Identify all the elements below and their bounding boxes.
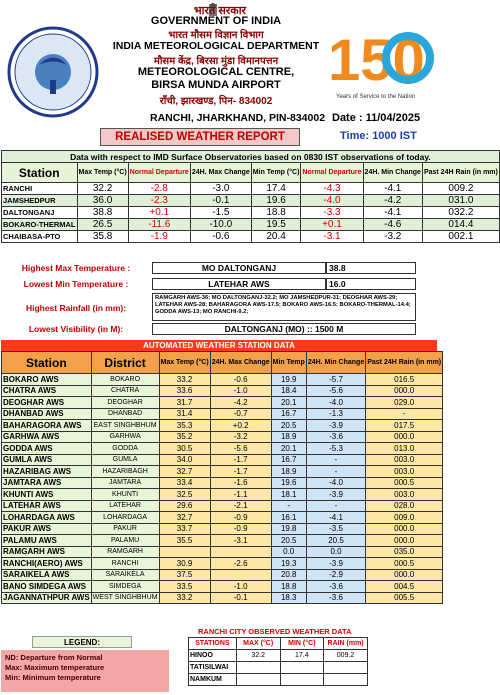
aws-min-change: -3.6: [306, 581, 365, 593]
lowest-vis-row: [0, 323, 436, 335]
aws-station-name: PALAMU AWS: [2, 535, 92, 547]
aws-district: EAST SINGHBHUM: [91, 420, 159, 432]
min-normal-departure: -4.3: [301, 183, 363, 195]
highest-rain-row: [0, 293, 436, 321]
aws-max-temp: 34.0: [159, 454, 210, 466]
max-change: -0.1: [190, 195, 251, 207]
rc-min: [280, 674, 324, 686]
aws-header-row: [2, 352, 443, 374]
rain: 031.0: [422, 195, 499, 207]
ranchi-city-row: [189, 650, 368, 662]
aws-station-name: SARAIKELA AWS: [2, 569, 92, 581]
lowest-min-value: 16.0: [326, 278, 416, 290]
aws-max-change: -1.1: [210, 489, 271, 501]
ranchi-city-title: RANCHI CITY OBSERVED WEATHER DATA: [198, 627, 352, 636]
max-change: -0.6: [190, 231, 251, 243]
aws-station-name: BAHARAGORA AWS: [2, 420, 92, 432]
aws-col-station: Station: [2, 352, 92, 374]
aws-max-temp: 32.7: [159, 512, 210, 524]
aws-min-temp: 18.8: [271, 581, 306, 593]
min-temp: 19.6: [251, 195, 301, 207]
aws-min-change: -3.6: [306, 431, 365, 443]
report-header: [0, 0, 438, 120]
aws-district: SIMDEGA: [91, 581, 159, 593]
aws-max-change: -2.1: [210, 500, 271, 512]
rc-col-max: MAX (°C): [236, 638, 280, 650]
aws-district: BOKARO: [91, 374, 159, 386]
ranchi-city-row: [189, 662, 368, 674]
aws-min-change: -: [306, 454, 365, 466]
max-temp: 26.5: [77, 219, 128, 231]
col-rain: Past 24H Rain (in mm): [422, 163, 499, 183]
aws-station-name: DEOGHAR AWS: [2, 397, 92, 409]
aws-min-change: -3.6: [306, 592, 365, 604]
aws-district: JAMTARA: [91, 477, 159, 489]
aws-col-min-temp: Min Temp: [271, 352, 306, 374]
aws-district: GUMLA: [91, 454, 159, 466]
aws-max-change: -3.2: [210, 431, 271, 443]
aws-station-name: KHUNTI AWS: [2, 489, 92, 501]
lowest-vis-value: DALTONGANJ (MO) :: 1500 M: [152, 323, 416, 335]
aws-max-temp: 31.7: [159, 397, 210, 409]
col-max-change: 24H. Max Change: [190, 163, 251, 183]
rc-col-min: MIN (°C): [280, 638, 324, 650]
aws-rain: 029.0: [366, 397, 443, 409]
surface-row: [2, 183, 500, 195]
aws-max-temp: 29.6: [159, 500, 210, 512]
aws-rain: 017.5: [366, 420, 443, 432]
aws-max-temp: 33.4: [159, 477, 210, 489]
aws-station-name: GUMLA AWS: [2, 454, 92, 466]
rc-station: TATISILWAI: [189, 662, 237, 674]
min-change: -4.1: [363, 183, 422, 195]
aws-row: [2, 454, 443, 466]
max-temp: 35.8: [77, 231, 128, 243]
aws-min-temp: 18.4: [271, 385, 306, 397]
aws-rain: 000.0: [366, 569, 443, 581]
station-name: RANCHI: [2, 183, 78, 195]
aws-min-temp: 16.7: [271, 408, 306, 420]
aws-min-change: 20.5: [306, 535, 365, 547]
aws-row: [2, 420, 443, 432]
aws-district: DHANBAD: [91, 408, 159, 420]
aws-min-change: -: [306, 466, 365, 478]
aws-row: [2, 569, 443, 581]
aws-rain: 000.5: [366, 558, 443, 570]
hindi-centre-title: मौसम केंद्र, बिरसा मुंडा विमानपत्तन: [153, 56, 279, 67]
rc-min: [280, 662, 324, 674]
aws-min-temp: 20.5: [271, 535, 306, 547]
aws-col-min-change: 24H. Min Change: [306, 352, 365, 374]
max-change: -3.0: [190, 183, 251, 195]
aws-min-temp: 19.6: [271, 477, 306, 489]
aws-district: WEST SINGHBHUM: [91, 592, 159, 604]
aws-district: PAKUR: [91, 523, 159, 535]
col-station: Station: [2, 163, 78, 183]
aws-max-temp: [159, 546, 210, 558]
min-temp: 20.4: [251, 231, 301, 243]
govt-title: GOVERNMENT OF INDIA: [150, 15, 282, 27]
aws-col-max-change: 24H. Max Change: [210, 352, 271, 374]
legend-title: LEGEND:: [32, 636, 132, 648]
hindi-imd-title: भारत मौसम विज्ञान विभाग: [168, 30, 264, 41]
aws-station-name: JAMTARA AWS: [2, 477, 92, 489]
min-normal-departure: -3.3: [301, 207, 363, 219]
aws-min-temp: 18.1: [271, 489, 306, 501]
aws-station-name: CHATRA AWS: [2, 385, 92, 397]
aws-title: AUTOMATED WEATHER STATION DATA: [1, 340, 437, 351]
rc-max: 32.2: [236, 650, 280, 662]
station-name: JAMSHEDPUR: [2, 195, 78, 207]
aws-station-name: RANCHI(AERO) AWS: [2, 558, 92, 570]
aws-max-change: -1.6: [210, 477, 271, 489]
aws-station-name: DHANBAD AWS: [2, 408, 92, 420]
station-name: DALTONGANJ: [2, 207, 78, 219]
aws-rain: 028.0: [366, 500, 443, 512]
aws-max-temp: 35.2: [159, 431, 210, 443]
aws-min-temp: 20.5: [271, 420, 306, 432]
normal-departure: -11.6: [128, 219, 190, 231]
col-normal-departure: Normal Departure: [128, 163, 190, 183]
min-change: -3.2: [363, 231, 422, 243]
aws-min-change: -3.9: [306, 489, 365, 501]
rain: 009.2: [422, 183, 499, 195]
aws-max-temp: 30.9: [159, 558, 210, 570]
normal-departure: +0.1: [128, 207, 190, 219]
aws-district: HAZARIBAGH: [91, 466, 159, 478]
aws-max-temp: 32.7: [159, 466, 210, 478]
aws-min-change: -3.9: [306, 558, 365, 570]
aws-min-change: -5.3: [306, 443, 365, 455]
ranchi-city-row: [189, 674, 368, 686]
aws-min-change: -5.7: [306, 374, 365, 386]
legend-line: Min: Minimum temperature: [5, 673, 101, 682]
aws-rain: 000.0: [366, 385, 443, 397]
highest-max-station: MO DALTONGANJ: [152, 262, 326, 274]
aws-district: LOHARDAGA: [91, 512, 159, 524]
aws-min-temp: 16.1: [271, 512, 306, 524]
lowest-min-label: Lowest Min Temperature :: [23, 279, 129, 289]
aws-row: [2, 535, 443, 547]
highest-max-label: Highest Max Temperature :: [21, 263, 131, 273]
aws-district: RANCHI: [91, 558, 159, 570]
aws-min-change: -: [306, 500, 365, 512]
aws-min-temp: 20.8: [271, 569, 306, 581]
aws-row: [2, 523, 443, 535]
aws-station-name: GARHWA AWS: [2, 431, 92, 443]
aws-row: [2, 489, 443, 501]
rc-rain: 009.2: [324, 650, 368, 662]
aws-min-temp: 0.0: [271, 546, 306, 558]
aws-table: [1, 351, 443, 604]
rc-rain: [324, 662, 368, 674]
aws-station-name: BOKARO AWS: [2, 374, 92, 386]
aws-row: [2, 558, 443, 570]
aws-min-temp: 19.9: [271, 374, 306, 386]
aws-row: [2, 512, 443, 524]
aws-row: [2, 466, 443, 478]
aws-station-name: PAKUR AWS: [2, 523, 92, 535]
normal-departure: -2.8: [128, 183, 190, 195]
surface-row: [2, 219, 500, 231]
aws-rain: -: [366, 408, 443, 420]
report-time: Time: 1000 IST: [340, 130, 417, 142]
aws-max-change: -2.6: [210, 558, 271, 570]
aws-district: KHUNTI: [91, 489, 159, 501]
imd-logo-icon: [6, 20, 100, 124]
aws-max-change: -3.1: [210, 535, 271, 547]
aws-rain: 003.0: [366, 466, 443, 478]
aws-min-temp: 19.3: [271, 558, 306, 570]
aws-rain: 013.0: [366, 443, 443, 455]
max-temp: 38.8: [77, 207, 128, 219]
aws-row: [2, 374, 443, 386]
aws-row: [2, 546, 443, 558]
max-temp: 36.0: [77, 195, 128, 207]
aws-min-change: -4.0: [306, 397, 365, 409]
aws-max-change: -0.9: [210, 523, 271, 535]
station-name: CHAIBASA-PTO: [2, 231, 78, 243]
aws-row: [2, 477, 443, 489]
aws-max-temp: 31.4: [159, 408, 210, 420]
aws-max-temp: 33.7: [159, 523, 210, 535]
aws-max-change: -1.0: [210, 581, 271, 593]
anniversary-tagline: Years of Service to the Nation: [336, 94, 416, 100]
highest-rain-label: Highest Rainfall (in mm):: [25, 303, 127, 313]
min-temp: 18.8: [251, 207, 301, 219]
aws-rain: 005.5: [366, 592, 443, 604]
highest-rain-text: RAMGARH AWS-36; MO DALTONGANJ-32.2; MO JAMSHEDPUR-31; DEOGHAR AWS-29; LATEHAR AWS-28; BAHARAGORA AWS-17.5; BOKARO AWS-16.5; BOKARO-THERMAL-14.4; GODDA AWS-13; MO RANCHI-9.2;: [152, 293, 416, 321]
aws-min-temp: 18.3: [271, 592, 306, 604]
normal-departure: -2.3: [128, 195, 190, 207]
aws-max-temp: 33.5: [159, 581, 210, 593]
min-change: -4.2: [363, 195, 422, 207]
aws-max-change: -5.6: [210, 443, 271, 455]
aws-max-temp: 35.5: [159, 535, 210, 547]
rc-station: NAMKUM: [189, 674, 237, 686]
aws-station-name: BANO SIMDEGA AWS: [2, 581, 92, 593]
aws-max-change: -1.7: [210, 466, 271, 478]
col-min-normal-departure: Normal Departure: [301, 163, 363, 183]
aws-rain: 000.5: [366, 477, 443, 489]
col-max-temp: Max Temp (°C): [77, 163, 128, 183]
rc-max: [236, 662, 280, 674]
ranchi-city-header-row: [189, 638, 368, 650]
aws-station-name: LATEHAR AWS: [2, 500, 92, 512]
legend-box: [1, 650, 169, 692]
aws-max-change: -1.0: [210, 385, 271, 397]
legend-line: Max: Maximum temperature: [5, 663, 105, 672]
rc-station: HINOO: [189, 650, 237, 662]
highest-max-row: [0, 262, 436, 274]
aws-max-temp: 35.3: [159, 420, 210, 432]
min-normal-departure: +0.1: [301, 219, 363, 231]
aws-min-temp: 20.1: [271, 397, 306, 409]
min-normal-departure: -4.0: [301, 195, 363, 207]
aws-max-temp: 33.6: [159, 385, 210, 397]
aws-min-change: -4.0: [306, 477, 365, 489]
rc-min: 17.4: [280, 650, 324, 662]
imd-title: INDIA METEOROLOGICAL DEPARTMENT: [112, 40, 320, 52]
aws-row: [2, 592, 443, 604]
aws-row: [2, 443, 443, 455]
aws-rain: 004.5: [366, 581, 443, 593]
aws-rain: 003.0: [366, 489, 443, 501]
aws-col-max-temp: Max Temp (°C): [159, 352, 210, 374]
aws-min-change: 0.0: [306, 546, 365, 558]
aws-min-temp: 18.9: [271, 431, 306, 443]
lowest-vis-label: Lowest Visibility (in M):: [28, 324, 124, 334]
aws-station-name: GODDA AWS: [2, 443, 92, 455]
lowest-min-row: [0, 278, 436, 290]
aws-max-change: -0.1: [210, 592, 271, 604]
aws-max-temp: 37.5: [159, 569, 210, 581]
rain: 032.2: [422, 207, 499, 219]
hindi-govt-title: भारत सरकार: [193, 5, 247, 17]
min-temp: 17.4: [251, 183, 301, 195]
aws-district: PALAMU: [91, 535, 159, 547]
aws-max-change: -1.7: [210, 454, 271, 466]
aws-col-district: District: [91, 352, 159, 374]
airport-title: BIRSA MUNDA AIRPORT: [151, 79, 281, 91]
aws-station-name: RAMGARH AWS: [2, 546, 92, 558]
max-change: -1.5: [190, 207, 251, 219]
min-normal-departure: -3.1: [301, 231, 363, 243]
aws-district: GODDA: [91, 443, 159, 455]
aws-row: [2, 408, 443, 420]
aws-row: [2, 385, 443, 397]
aws-rain: 000.0: [366, 431, 443, 443]
rain: 002.1: [422, 231, 499, 243]
surface-row: [2, 207, 500, 219]
aws-district: SARAIKELA: [91, 569, 159, 581]
rc-col-rain: RAIN (mm): [324, 638, 368, 650]
lowest-min-station: LATEHAR AWS: [152, 278, 326, 290]
aws-min-change: -5.6: [306, 385, 365, 397]
aws-district: CHATRA: [91, 385, 159, 397]
aws-station-name: JAGANNATHPUR AWS: [3, 593, 90, 603]
min-change: -4.6: [363, 219, 422, 231]
aws-row: [2, 581, 443, 593]
aws-min-change: -2.9: [306, 569, 365, 581]
aws-district: DEOGHAR: [91, 397, 159, 409]
aws-max-temp: 30.5: [159, 443, 210, 455]
col-min-change: 24H. Min Change: [363, 163, 422, 183]
anniversary-number: 150: [328, 28, 425, 93]
aws-col-rain: Past 24H Rain (in mm): [366, 352, 443, 374]
aws-district: LATEHAR: [91, 500, 159, 512]
aws-min-temp: -: [271, 500, 306, 512]
aws-district: GARHWA: [91, 431, 159, 443]
aws-min-change: -4.1: [306, 512, 365, 524]
rc-rain: [324, 674, 368, 686]
legend-line: ND: Departure from Normal: [5, 653, 103, 662]
col-min-temp: Min Temp (°C): [251, 163, 301, 183]
surface-row: [2, 231, 500, 243]
aws-max-temp: 33.2: [159, 374, 210, 386]
aws-max-change: -0.9: [210, 512, 271, 524]
aws-min-temp: 20.1: [271, 443, 306, 455]
max-temp: 32.2: [77, 183, 128, 195]
aws-max-temp: 32.5: [159, 489, 210, 501]
surface-row: [2, 195, 500, 207]
rc-max: [236, 674, 280, 686]
aws-rain: 000.0: [366, 535, 443, 547]
aws-min-temp: 16.7: [271, 454, 306, 466]
aws-row: [2, 431, 443, 443]
aws-rain: 035.0: [366, 546, 443, 558]
aws-min-change: -1.3: [306, 408, 365, 420]
aws-max-change: -0.7: [210, 408, 271, 420]
aws-row: [2, 500, 443, 512]
max-change: -10.0: [190, 219, 251, 231]
address: RANCHI, JHARKHAND, PIN-834002: [150, 112, 326, 124]
aws-max-temp: 33.2: [159, 592, 210, 604]
aws-station-name: LOHARDAGA AWS: [2, 512, 92, 524]
150-years-logo: [326, 18, 436, 106]
aws-rain: 009.0: [366, 512, 443, 524]
aws-rain: 000.0: [366, 523, 443, 535]
rain: 014.4: [422, 219, 499, 231]
surface-table: [1, 150, 500, 243]
normal-departure: -1.9: [128, 231, 190, 243]
aws-max-change: -4.2: [210, 397, 271, 409]
aws-min-temp: 19.8: [271, 523, 306, 535]
aws-max-change: -0.6: [210, 374, 271, 386]
hindi-address: राँची, झारखण्ड, पिन- 834002: [159, 96, 273, 107]
rc-col-stations: STATIONS: [189, 638, 237, 650]
surface-note: Data with respect to IMD Surface Observatories based on 0830 IST observations of today.: [2, 151, 500, 163]
aws-max-change: +0.2: [210, 420, 271, 432]
min-temp: 19.5: [251, 219, 301, 231]
aws-district: RAMGARH: [91, 546, 159, 558]
ranchi-city-table: [188, 637, 368, 686]
aws-rain: 016.5: [366, 374, 443, 386]
highest-max-value: 38.8: [326, 262, 416, 274]
centre-title: METEOROLOGICAL CENTRE,: [137, 66, 295, 78]
report-date: Date : 11/04/2025: [332, 112, 421, 124]
aws-row: [2, 397, 443, 409]
report-title: REALISED WEATHER REPORT: [100, 128, 300, 146]
aws-min-temp: 18.9: [271, 466, 306, 478]
aws-rain: 003.0: [366, 454, 443, 466]
aws-station-name: HAZARIBAG AWS: [2, 466, 92, 478]
aws-max-change: [210, 569, 271, 581]
surface-header-row: [2, 163, 500, 183]
aws-min-change: -3.5: [306, 523, 365, 535]
aws-min-change: -3.9: [306, 420, 365, 432]
aws-max-change: [210, 546, 271, 558]
station-name: BOKARO-THERMAL: [3, 220, 76, 229]
min-change: -4.1: [363, 207, 422, 219]
